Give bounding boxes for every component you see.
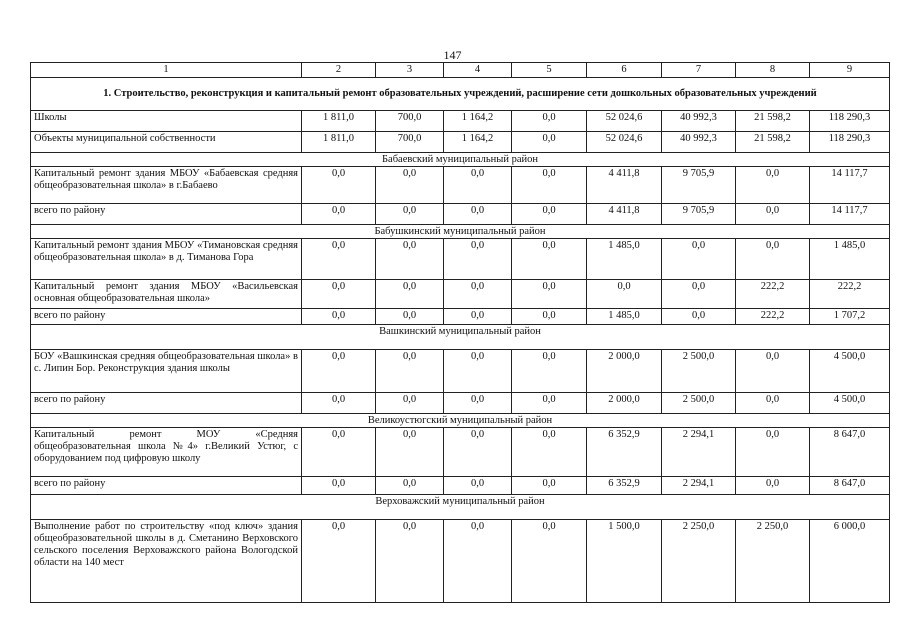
- row-name: Капитальный ремонт МОУ «Средняя общеобразовательная школа №4» г.Великий Устюг, с оборудованием под цифровую школу: [31, 428, 302, 477]
- row-name: всего по району: [31, 477, 302, 495]
- row-name: БОУ «Вашкинская средняя общеобразовательная школа» в с. Липин Бор. Реконструкция здания школы: [31, 350, 302, 393]
- row-value: 0,0: [512, 309, 587, 325]
- district-title: Вашкинский муниципальный район: [31, 325, 890, 350]
- row-value: 0,0: [512, 393, 587, 414]
- row-value: 21 598,2: [736, 111, 810, 132]
- column-header: 9: [810, 63, 890, 78]
- row-value: 0,0: [512, 350, 587, 393]
- table-row: [31, 393, 890, 414]
- row-value: 0,0: [376, 520, 444, 603]
- table-row: [31, 428, 890, 477]
- row-value: 14 117,7: [810, 167, 890, 204]
- row-name: Капитальный ремонт здания МБОУ «Васильевская основная общеобразовательная школа»: [31, 280, 302, 309]
- row-value: 2 294,1: [662, 428, 736, 477]
- row-name: всего по району: [31, 393, 302, 414]
- row-value: 118 290,3: [810, 111, 890, 132]
- row-value: 0,0: [736, 477, 810, 495]
- row-value: 0,0: [376, 167, 444, 204]
- row-value: 0,0: [376, 239, 444, 280]
- row-name: Капитальный ремонт здания МБОУ «Тимановская средняя общеобразовательная школа» в д. Тиманова Гора: [31, 239, 302, 280]
- district-row: [31, 325, 890, 350]
- row-value: 0,0: [444, 393, 512, 414]
- section-title: 1. Строительство, реконструкция и капитальный ремонт образовательных учреждений, расширение сети дошкольных образовательных учреждений: [31, 78, 890, 111]
- row-value: 0,0: [512, 428, 587, 477]
- row-value: 0,0: [736, 428, 810, 477]
- row-value: 2 500,0: [662, 393, 736, 414]
- row-value: 2 250,0: [736, 520, 810, 603]
- table-row: [31, 477, 890, 495]
- row-value: 0,0: [512, 520, 587, 603]
- row-value: 0,0: [512, 167, 587, 204]
- budget-table: [30, 62, 890, 603]
- row-value: 0,0: [662, 309, 736, 325]
- row-value: 8 647,0: [810, 428, 890, 477]
- row-value: 0,0: [512, 132, 587, 153]
- row-value: 0,0: [444, 204, 512, 225]
- row-value: 0,0: [302, 520, 376, 603]
- district-title: Великоустюгский муниципальный район: [31, 414, 890, 428]
- row-value: 1 500,0: [587, 520, 662, 603]
- row-value: 0,0: [444, 309, 512, 325]
- row-value: 222,2: [736, 309, 810, 325]
- row-value: 0,0: [444, 477, 512, 495]
- header-row: [31, 63, 890, 78]
- table-row: [31, 132, 890, 153]
- row-value: 14 117,7: [810, 204, 890, 225]
- row-value: 0,0: [376, 309, 444, 325]
- row-name: всего по району: [31, 204, 302, 225]
- row-value: 0,0: [302, 309, 376, 325]
- row-value: 0,0: [444, 428, 512, 477]
- row-value: 40 992,3: [662, 111, 736, 132]
- row-value: 52 024,6: [587, 132, 662, 153]
- row-value: 6 352,9: [587, 477, 662, 495]
- row-name: всего по району: [31, 309, 302, 325]
- row-value: 0,0: [512, 204, 587, 225]
- row-name: Школы: [31, 111, 302, 132]
- row-value: 1 707,2: [810, 309, 890, 325]
- column-header: 8: [736, 63, 810, 78]
- row-value: 0,0: [302, 204, 376, 225]
- row-name: Выполнение работ по строительству «под ключ» здания общеобразовательной школы в д. Сметанино Верховского сельского поселения Верховажского района Вологодской области на 140 мест: [31, 520, 302, 603]
- row-value: 0,0: [376, 477, 444, 495]
- row-value: 0,0: [376, 350, 444, 393]
- row-value: 0,0: [444, 520, 512, 603]
- row-value: 118 290,3: [810, 132, 890, 153]
- row-value: 1 485,0: [587, 239, 662, 280]
- table-body: [31, 63, 890, 603]
- row-value: 1 811,0: [302, 111, 376, 132]
- row-value: 0,0: [302, 239, 376, 280]
- row-value: 0,0: [376, 204, 444, 225]
- row-value: 222,2: [736, 280, 810, 309]
- table-row: [31, 239, 890, 280]
- row-value: 0,0: [376, 393, 444, 414]
- row-value: 0,0: [662, 239, 736, 280]
- table-row: [31, 204, 890, 225]
- row-value: 8 647,0: [810, 477, 890, 495]
- row-value: 700,0: [376, 111, 444, 132]
- row-value: 0,0: [736, 393, 810, 414]
- row-value: 6 000,0: [810, 520, 890, 603]
- row-value: 0,0: [512, 111, 587, 132]
- row-value: 0,0: [587, 280, 662, 309]
- table-row: [31, 520, 890, 603]
- district-title: Бабушкинский муниципальный район: [31, 225, 890, 239]
- row-value: 0,0: [512, 477, 587, 495]
- row-value: 52 024,6: [587, 111, 662, 132]
- row-value: 0,0: [302, 393, 376, 414]
- row-value: 9 705,9: [662, 167, 736, 204]
- row-value: 1 164,2: [444, 111, 512, 132]
- row-value: 0,0: [376, 428, 444, 477]
- row-value: 1 485,0: [810, 239, 890, 280]
- row-value: 4 500,0: [810, 393, 890, 414]
- district-row: [31, 414, 890, 428]
- row-name: Капитальный ремонт здания МБОУ «Бабаевская средняя общеобразовательная школа» в г.Бабаево: [31, 167, 302, 204]
- row-value: 0,0: [736, 350, 810, 393]
- row-value: 21 598,2: [736, 132, 810, 153]
- row-value: 0,0: [376, 280, 444, 309]
- row-value: 0,0: [662, 280, 736, 309]
- row-value: 6 352,9: [587, 428, 662, 477]
- district-title: Верховажский муниципальный район: [31, 495, 890, 520]
- row-value: 4 411,8: [587, 167, 662, 204]
- row-value: 1 164,2: [444, 132, 512, 153]
- row-value: 2 294,1: [662, 477, 736, 495]
- table-row: [31, 111, 890, 132]
- row-value: 0,0: [512, 239, 587, 280]
- row-value: 40 992,3: [662, 132, 736, 153]
- row-value: 0,0: [736, 167, 810, 204]
- district-row: [31, 153, 890, 167]
- row-value: 4 411,8: [587, 204, 662, 225]
- district-row: [31, 495, 890, 520]
- row-value: 0,0: [444, 239, 512, 280]
- row-value: 0,0: [512, 280, 587, 309]
- row-value: 0,0: [736, 239, 810, 280]
- row-value: 0,0: [444, 350, 512, 393]
- row-name: Объекты муниципальной собственности: [31, 132, 302, 153]
- row-value: 0,0: [444, 280, 512, 309]
- column-header: 5: [512, 63, 587, 78]
- row-value: 2 000,0: [587, 393, 662, 414]
- table-row: [31, 280, 890, 309]
- page-number: 147: [443, 48, 462, 62]
- table-row: [31, 309, 890, 325]
- row-value: 2 250,0: [662, 520, 736, 603]
- column-header: 1: [31, 63, 302, 78]
- row-value: 9 705,9: [662, 204, 736, 225]
- table-row: [31, 350, 890, 393]
- section-row: [31, 78, 890, 111]
- column-header: 4: [444, 63, 512, 78]
- district-title: Бабаевский муниципальный район: [31, 153, 890, 167]
- row-value: 0,0: [444, 167, 512, 204]
- row-value: 0,0: [302, 280, 376, 309]
- district-row: [31, 225, 890, 239]
- column-header: 3: [376, 63, 444, 78]
- row-value: 4 500,0: [810, 350, 890, 393]
- row-value: 222,2: [810, 280, 890, 309]
- table-row: [31, 167, 890, 204]
- row-value: 2 000,0: [587, 350, 662, 393]
- row-value: 0,0: [736, 204, 810, 225]
- column-header: 2: [302, 63, 376, 78]
- row-value: 1 485,0: [587, 309, 662, 325]
- row-value: 700,0: [376, 132, 444, 153]
- row-value: 0,0: [302, 167, 376, 204]
- row-value: 1 811,0: [302, 132, 376, 153]
- column-header: 6: [587, 63, 662, 78]
- row-value: 0,0: [302, 428, 376, 477]
- row-value: 0,0: [302, 350, 376, 393]
- column-header: 7: [662, 63, 736, 78]
- row-value: 0,0: [302, 477, 376, 495]
- row-value: 2 500,0: [662, 350, 736, 393]
